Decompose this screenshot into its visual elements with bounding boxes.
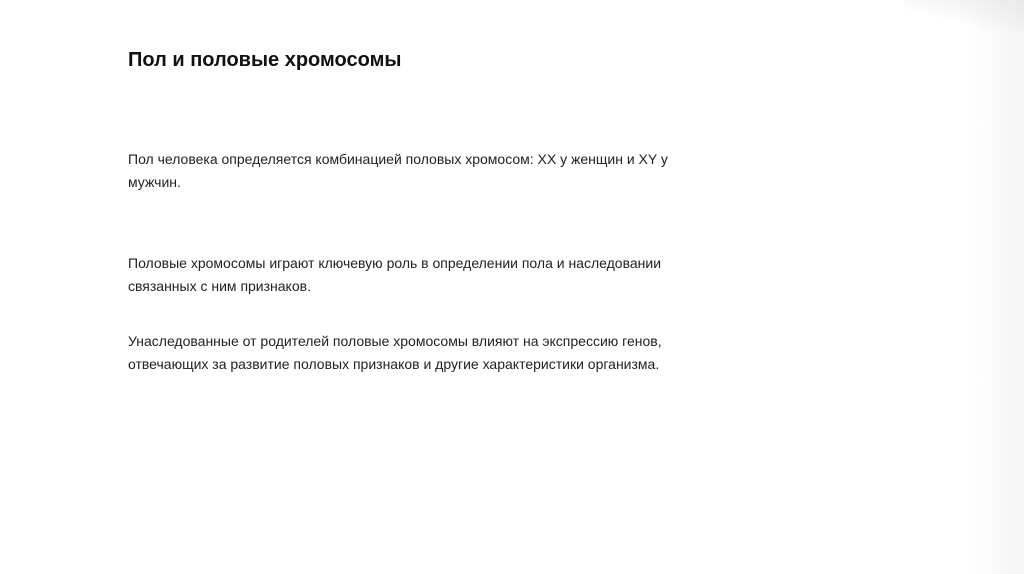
paragraph-sex-chromosomes-role: Половые хромосомы играют ключевую роль в определении пола и наследовании связанных с ним признаков.	[128, 255, 662, 294]
paragraph-sex-determination: Пол человека определяется комбинацией половых хромосом: XX у женщин и XY у мужчин.	[128, 151, 668, 190]
edge-shadow	[968, 0, 1024, 574]
paragraph-gene-expression: Унаследованные от родителей половые хромосомы влияют на экспрессию генов, отвечающих за развитие половых признаков и другие характеристики организма.	[128, 333, 662, 372]
corner-shadow	[904, 0, 1024, 30]
slide-title: Пол и половые хромосомы	[128, 49, 402, 71]
